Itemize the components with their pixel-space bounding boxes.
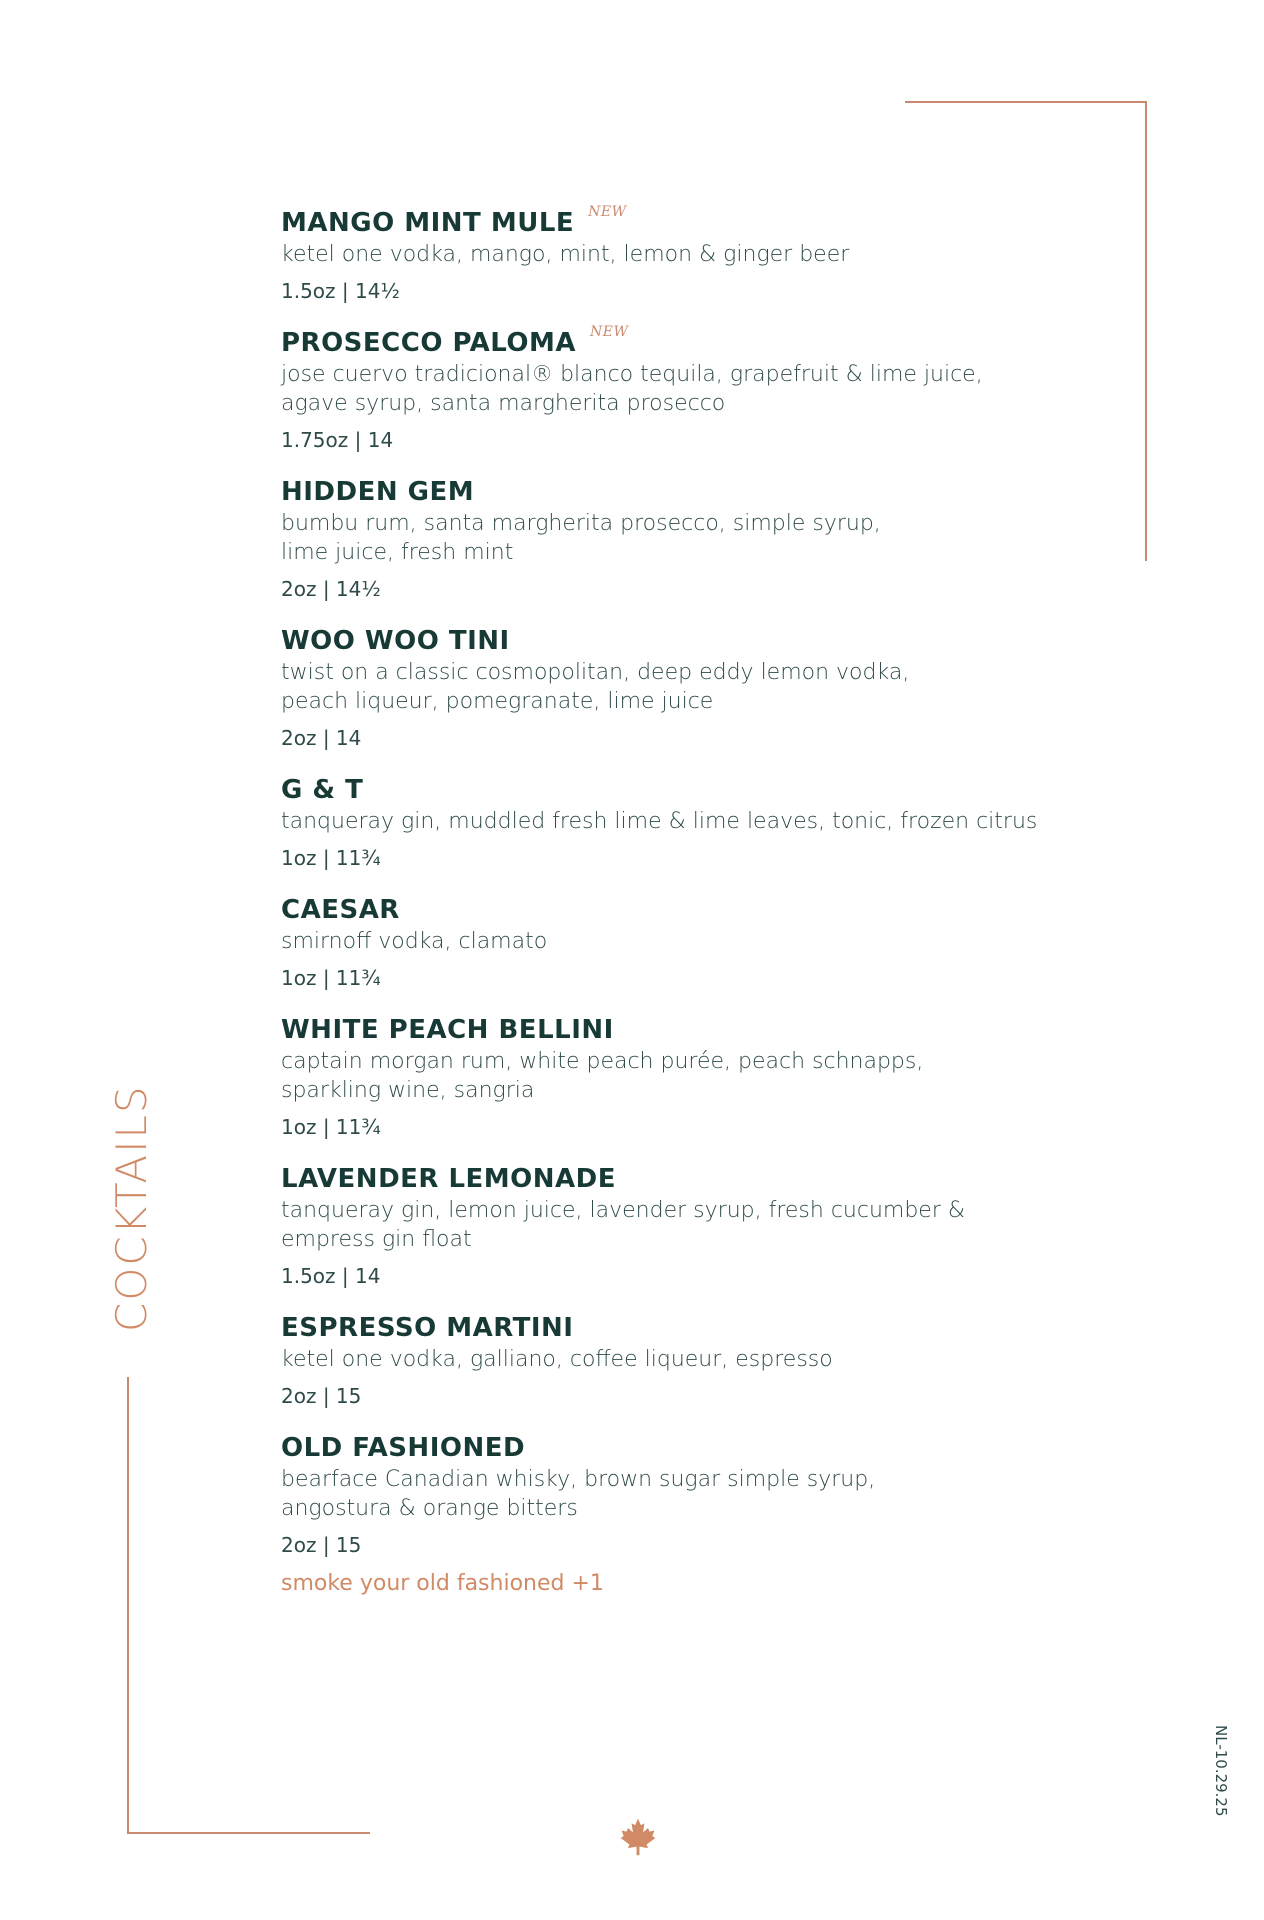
- item-price: 1.5oz | 14: [281, 1264, 381, 1288]
- menu-item-prosecco-paloma: [281, 326, 1101, 453]
- menu-item-woo-woo-tini: [281, 624, 1101, 751]
- new-badge: NEW: [590, 324, 629, 340]
- item-description: bumbu rum, santa margherita prosecco, simple syrup, lime juice, fresh mint: [281, 511, 881, 565]
- item-name: ESPRESSO MARTINI: [281, 1313, 574, 1343]
- footer-code: NL-10.29.25: [1212, 1725, 1230, 1817]
- menu-item-old-fashioned: [281, 1431, 1101, 1598]
- item-price: 1oz | 11¾: [281, 966, 381, 990]
- item-price: 1oz | 11¾: [281, 846, 381, 870]
- item-price: 2oz | 15: [281, 1384, 362, 1408]
- item-name: CAESAR: [281, 895, 400, 925]
- item-description: captain morgan rum, white peach purée, peach schnapps, sparkling wine, sangria: [281, 1049, 924, 1103]
- item-description: bearface Canadian whisky, brown sugar simple syrup, angostura & orange bitters: [281, 1467, 876, 1521]
- new-badge: NEW: [588, 204, 627, 220]
- item-price: 2oz | 14: [281, 726, 362, 750]
- item-price: 1.5oz | 14½: [281, 279, 400, 303]
- menu-item-lavender-lemonade: [281, 1162, 1101, 1289]
- item-name: G & T: [281, 775, 364, 805]
- item-name: OLD FASHIONED: [281, 1433, 526, 1463]
- item-description: ketel one vodka, galliano, coffee liqueur, espresso: [281, 1347, 833, 1372]
- menu-item-mango-mint-mule: [281, 206, 1101, 304]
- bottom-left-frame-line-vertical: [127, 1377, 129, 1834]
- item-price: 1.75oz | 14: [281, 428, 394, 452]
- item-name: LAVENDER LEMONADE: [281, 1164, 617, 1194]
- menu-item-caesar: [281, 893, 1101, 991]
- top-right-frame-line-horizontal: [905, 101, 1147, 103]
- add-on-note: smoke your old fashioned +1: [281, 1571, 604, 1596]
- item-description: tanqueray gin, muddled fresh lime & lime leaves, tonic, frozen citrus: [281, 809, 1038, 834]
- item-name: PROSECCO PALOMA: [281, 328, 577, 358]
- menu-item-white-peach-bellini: [281, 1013, 1101, 1140]
- item-description: smirnoff vodka, clamato: [281, 929, 548, 954]
- item-name: WOO WOO TINI: [281, 626, 510, 656]
- bottom-left-frame-line-horizontal: [127, 1832, 370, 1834]
- menu-item-hidden-gem: [281, 475, 1101, 602]
- item-description: twist on a classic cosmopolitan, deep eddy lemon vodka, peach liqueur, pomegranate, lime juice: [281, 660, 910, 714]
- item-name: MANGO MINT MULE: [281, 208, 575, 238]
- item-price: 2oz | 15: [281, 1533, 362, 1557]
- item-description: ketel one vodka, mango, mint, lemon & ginger beer: [281, 242, 850, 267]
- maple-leaf-icon: [620, 1818, 656, 1856]
- section-title: COCKTAILS: [107, 1084, 156, 1332]
- item-price: 2oz | 14½: [281, 577, 381, 601]
- item-description: jose cuervo tradicional® blanco tequila, grapefruit & lime juice, agave syrup, santa margherita prosecco: [281, 362, 983, 416]
- menu-item-espresso-martini: [281, 1311, 1101, 1409]
- item-description: tanqueray gin, lemon juice, lavender syrup, fresh cucumber & empress gin float: [281, 1198, 966, 1252]
- top-right-frame-line-vertical: [1145, 101, 1147, 561]
- cocktail-menu: [281, 206, 1101, 1598]
- item-name: WHITE PEACH BELLINI: [281, 1015, 614, 1045]
- item-price: 1oz | 11¾: [281, 1115, 381, 1139]
- item-name: HIDDEN GEM: [281, 477, 475, 507]
- menu-item-g-and-t: [281, 773, 1101, 871]
